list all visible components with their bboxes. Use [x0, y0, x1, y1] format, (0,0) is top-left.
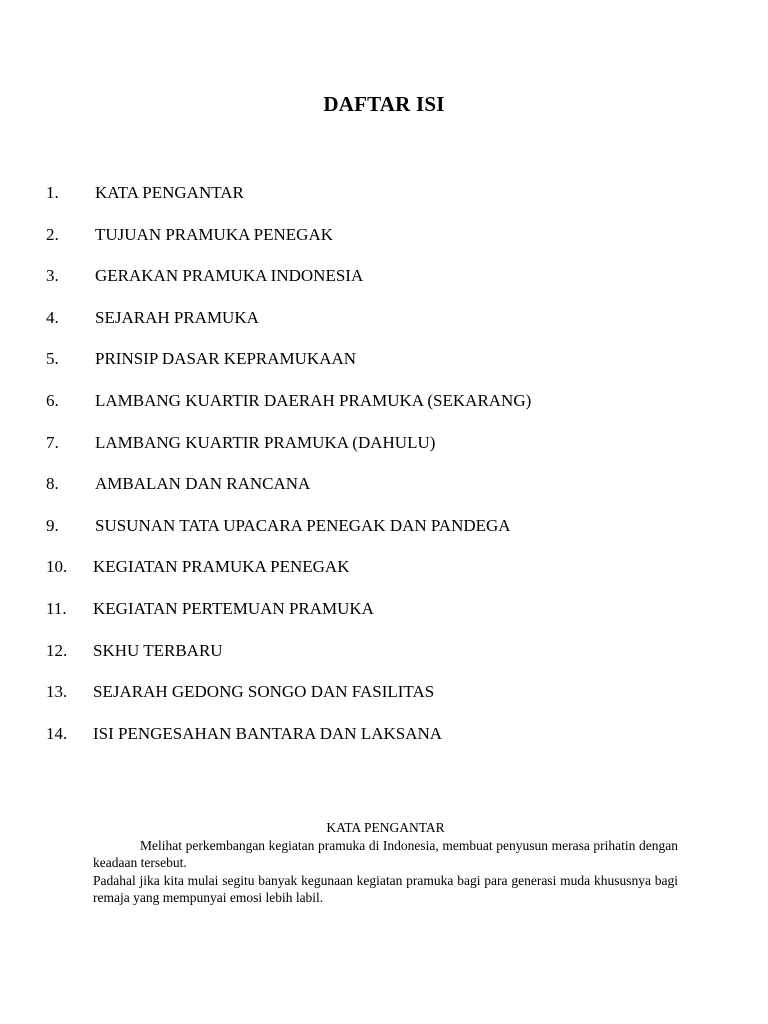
toc-item-text: GERAKAN PRAMUKA INDONESIA: [95, 266, 364, 286]
toc-item: [0, 264, 768, 306]
toc-item-text: SKHU TERBARU: [93, 640, 223, 660]
toc-item-text: LAMBANG KUARTIR PRAMUKA (DAHULU): [95, 432, 436, 452]
preface-paragraph: Padahal jika kita mulai segitu banyak kegunaan kegiatan pramuka bagi para generasi muda khususnya bagi remaja yang mempunyai emosi lebih labil.: [93, 872, 678, 905]
toc-item: [0, 181, 768, 223]
toc-item-text: ISI PENGESAHAN BANTARA DAN LAKSANA: [93, 723, 443, 743]
toc-item-number: 8.: [46, 474, 59, 494]
toc-item: [0, 347, 768, 389]
toc-item-text: SEJARAH PRAMUKA: [95, 307, 259, 327]
toc-item: [0, 639, 768, 681]
toc-item-text: KEGIATAN PRAMUKA PENEGAK: [93, 557, 350, 577]
toc-item-number: 1.: [46, 183, 59, 202]
toc-item-number: 14.: [46, 723, 68, 743]
toc-item-text: AMBALAN DAN RANCANA: [95, 474, 311, 494]
table-of-contents: [0, 181, 768, 763]
toc-item: [0, 680, 768, 722]
toc-item: [0, 472, 768, 514]
toc-item-number: 7.: [46, 432, 59, 452]
toc-item-text: KATA PENGANTAR: [95, 183, 244, 202]
toc-item: [0, 431, 768, 473]
toc-item-number: 11.: [46, 598, 67, 618]
preface-title: KATA PENGANTAR: [326, 820, 445, 835]
toc-item-number: 4.: [46, 307, 59, 327]
toc-item-number: 3.: [46, 266, 59, 286]
toc-item: [0, 597, 768, 639]
toc-item: [0, 223, 768, 265]
toc-item-text: SEJARAH GEDONG SONGO DAN FASILITAS: [93, 682, 435, 702]
toc-item-text: TUJUAN PRAMUKA PENEGAK: [95, 224, 334, 244]
toc-item-text: PRINSIP DASAR KEPRAMUKAAN: [95, 349, 357, 369]
preface-section: [93, 819, 678, 907]
toc-item-number: 10.: [46, 557, 68, 577]
toc-item-number: 6.: [46, 390, 59, 410]
toc-item-number: 5.: [46, 349, 59, 369]
toc-item-number: 12.: [46, 640, 68, 660]
toc-item-text: LAMBANG KUARTIR DAERAH PRAMUKA (SEKARANG): [95, 390, 532, 410]
toc-item: [0, 389, 768, 431]
toc-item-text: KEGIATAN PERTEMUAN PRAMUKA: [93, 598, 374, 618]
toc-item-number: 2.: [46, 224, 59, 244]
toc-item-number: 13.: [46, 682, 68, 702]
toc-item: [0, 514, 768, 556]
toc-item-text: SUSUNAN TATA UPACARA PENEGAK DAN PANDEGA: [95, 515, 511, 535]
toc-item-number: 9.: [46, 515, 59, 535]
toc-item: [0, 555, 768, 597]
page-title: DAFTAR ISI: [323, 92, 445, 116]
toc-item: [0, 306, 768, 348]
toc-item: [0, 722, 768, 764]
preface-paragraph: Melihat perkembangan kegiatan pramuka di Indonesia, membuat penyusun merasa prihatin dengan keadaan tersebut.: [93, 837, 678, 870]
